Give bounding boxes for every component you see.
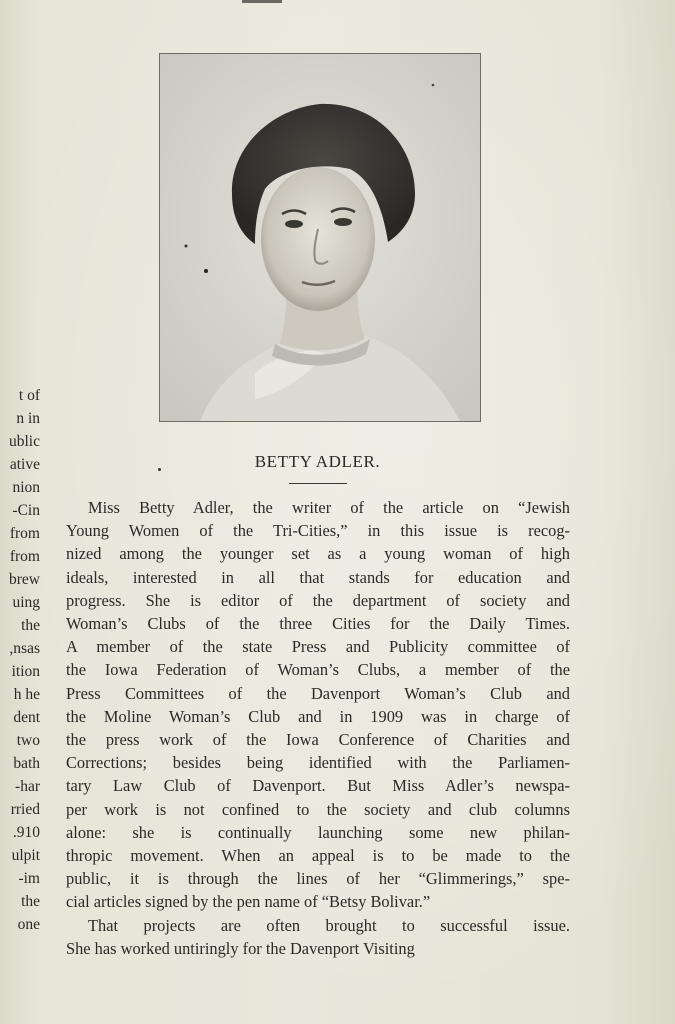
column-fragment-line: one	[17, 916, 40, 933]
column-fragment-line: nsas,	[9, 640, 40, 657]
column-fragment-line: from	[9, 548, 40, 565]
article-line: That projects are often brought to successful issue.	[88, 915, 570, 935]
top-rule	[242, 0, 282, 3]
article-line: Woman’s Clubs of the three Cities for the Daily Times.	[66, 614, 570, 634]
article-body	[66, 496, 570, 960]
article-line: the Moline Woman’s Club and in 1909 was in charge of	[66, 706, 570, 726]
column-fragment-line: ative	[9, 456, 40, 473]
article-line: per work is not confined to the society and club columns	[66, 799, 570, 819]
column-fragment-line: ublic	[9, 433, 40, 450]
article-line: the press work of the Iowa Conference of Charities and	[66, 730, 570, 750]
article-line: Press Committees of the Davenport Woman’s Club and	[66, 683, 570, 703]
column-fragment-line: uing	[12, 594, 40, 611]
column-fragment-line: im-	[18, 870, 40, 887]
column-fragment-line: t of	[18, 387, 40, 404]
article-line: public, it is through the lines of her “Glimmerings,” spe-	[66, 869, 570, 889]
column-fragment-line: brew	[9, 571, 40, 588]
column-fragment-line: the	[21, 893, 40, 910]
column-fragment-line: n in	[16, 410, 40, 427]
article-line: ideals, interested in all that stands for education and	[66, 567, 570, 587]
article-line: thropic movement. When an appeal is to be made to the	[66, 846, 570, 866]
column-fragment-line: rried	[10, 801, 40, 818]
column-fragment-line: the	[21, 617, 40, 634]
column-fragment-line: two	[16, 732, 40, 749]
portrait-image	[160, 54, 480, 421]
article-line: A member of the state Press and Publicity committee of	[66, 637, 570, 657]
column-fragment-line: nion	[12, 479, 40, 496]
column-fragment-line: 910.	[12, 824, 40, 841]
caption-rule	[289, 483, 347, 484]
article-line: alone: she is continually launching some new philan-	[66, 822, 570, 842]
column-fragment-line: dent	[13, 709, 40, 726]
article-line: progress. She is editor of the department of society and	[66, 590, 570, 610]
column-fragment-line: from	[9, 525, 40, 542]
column-fragment-line: ition	[11, 663, 40, 680]
article-line: Young Women of the Tri-Cities,” in this issue is recog-	[66, 521, 570, 541]
column-fragment-line: bath	[13, 755, 40, 772]
column-fragment-line: Cin-	[12, 502, 40, 519]
column-fragment-line: h he	[13, 686, 40, 703]
article-line: Corrections; besides being identified with the Parliamen-	[66, 753, 570, 773]
adjacent-column-fragments	[0, 384, 40, 936]
article-line: the Iowa Federation of Woman’s Clubs, a member of the	[66, 660, 570, 680]
article-line: Miss Betty Adler, the writer of the article on “Jewish	[88, 498, 570, 517]
article-line: She has worked untiringly for the Davenport Visiting	[66, 938, 415, 958]
column-fragment-line: ulpit	[11, 847, 40, 864]
article-line: nized among the younger set as a young woman of high	[66, 544, 570, 564]
photo-caption: BETTY ADLER.	[254, 452, 381, 471]
column-fragment-line: har-	[15, 778, 40, 795]
article-line: tary Law Club of Davenport. But Miss Adler’s newspa-	[66, 776, 570, 796]
article-line: cial articles signed by the pen name of “Betsy Bolivar.”	[66, 892, 431, 912]
portrait-photo	[159, 53, 481, 422]
